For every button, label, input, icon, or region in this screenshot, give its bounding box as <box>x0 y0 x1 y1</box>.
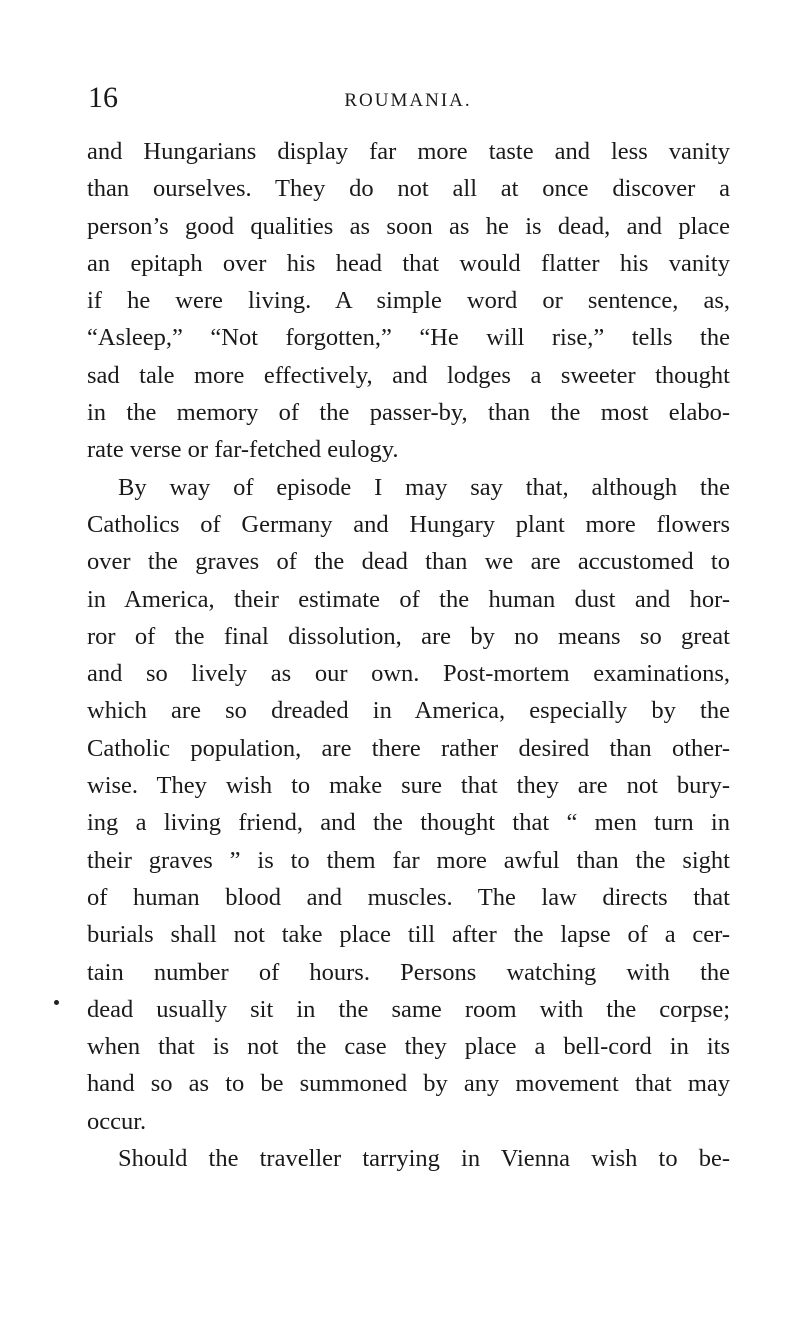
text-line: Catholic population, are there rather desired than other- <box>87 734 730 762</box>
page-number: 16 <box>88 81 118 114</box>
text-line: burials shall not take place till after the lapse of a cer- <box>87 921 730 949</box>
text-line: over the graves of the dead than we are accustomed to <box>87 548 730 576</box>
text-line: an epitaph over his head that would flatter his vanity <box>87 249 730 277</box>
text-line: and Hungarians display far more taste and less vanity <box>87 138 730 165</box>
text-line: dead usually sit in the same room with the corpse; <box>87 995 730 1023</box>
text-line: of human blood and muscles. The law directs that <box>87 883 730 911</box>
text-line: when that is not the case they place a bell-cord in its <box>87 1033 730 1061</box>
text-line: in the memory of the passer-by, than the most elabo- <box>87 399 730 427</box>
text-line: and so lively as our own. Post-mortem examinations, <box>87 660 730 688</box>
margin-mark <box>54 1000 59 1005</box>
text-line: which are so dreaded in America, especially by the <box>87 697 730 725</box>
text-line: if he were living. A simple word or sentence, as, <box>87 287 730 315</box>
running-head <box>88 78 728 118</box>
text-line: By way of episode I may say that, although the <box>118 473 730 501</box>
text-line: ror of the final dissolution, are by no means so great <box>87 622 730 650</box>
text-line: in America, their estimate of the human dust and hor- <box>87 585 730 613</box>
text-line: ing a living friend, and the thought that “ men turn in <box>87 809 730 837</box>
text-line: occur. <box>87 1107 147 1135</box>
text-line: than ourselves. They do not all at once discover a <box>87 175 730 203</box>
text-line: Should the traveller tarrying in Vienna wish to be- <box>118 1145 730 1173</box>
text-line: tain number of hours. Persons watching with the <box>87 958 730 986</box>
text-line: person’s good qualities as soon as he is dead, and place <box>87 212 730 240</box>
text-line: their graves ” is to them far more awful than the sight <box>87 846 730 874</box>
text-line: sad tale more effectively, and lodges a sweeter thought <box>87 361 730 389</box>
text-line: rate verse or far-fetched eulogy. <box>87 436 399 464</box>
running-title: ROUMANIA. <box>344 90 472 111</box>
text-line: wise. They wish to make sure that they are not bury- <box>87 772 730 800</box>
text-line: hand so as to be summoned by any movement that may <box>87 1070 730 1098</box>
body-text <box>87 133 730 1177</box>
text-line: Catholics of Germany and Hungary plant more flowers <box>87 510 730 538</box>
text-line: “Asleep,” “Not forgotten,” “He will rise,” tells the <box>87 324 730 352</box>
